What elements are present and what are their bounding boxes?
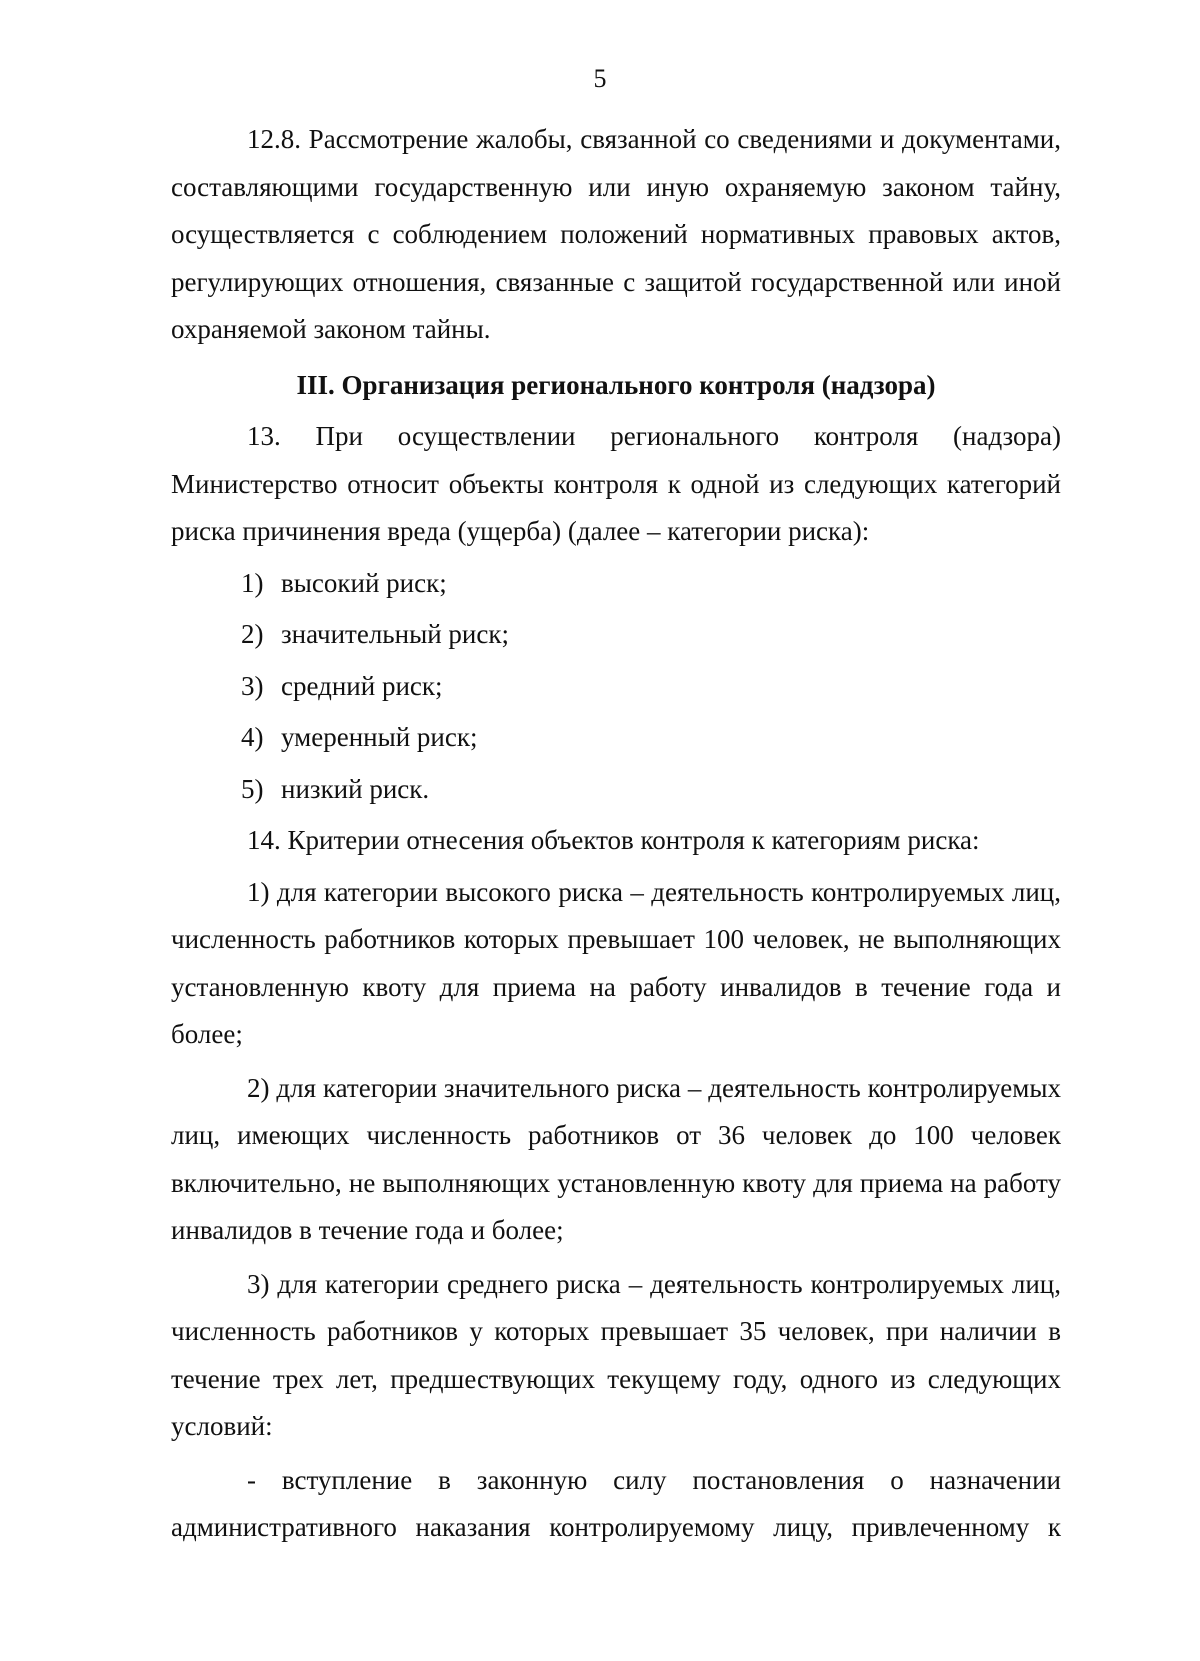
list-item [171, 611, 1061, 659]
criterion-bullet: - вступление в законную силу постановления о назначении административного наказания контролируемому лицу, привлеченному к [171, 1464, 1061, 1542]
list-item-text: средний риск; [281, 670, 443, 701]
criterion-significant-risk: 2) для категории значительного риска – деятельность контролируемых лиц, имеющих численность работников от 36 человек до 100 человек включительно, не выполняющих установленную квоту для приема на работу инвалидов в течение года и более; [171, 1072, 1061, 1245]
list-item-text: низкий риск. [281, 773, 430, 804]
list-item-number: 5) [241, 773, 264, 804]
criterion-high-risk: 1) для категории высокого риска – деятельность контролируемых лиц, численность работников которых превышает 100 человек, не выполняющих установленную квоту для приема на работу инвалидов в течение года и более; [171, 876, 1061, 1049]
criterion-medium-risk: 3) для категории среднего риска – деятельность контролируемых лиц, численность работников у которых превышает 35 человек, при наличии в течение трех лет, предшествующих текущему году, одного из следующих условий: [171, 1268, 1061, 1441]
paragraph-14: 14. Критерии отнесения объектов контроля к категориям риска: [247, 825, 980, 855]
page-number: 5 [593, 64, 607, 93]
paragraph-13: 13. При осуществлении регионального контроля (надзора) Министерство относит объекты контроля к одной из следующих категорий риска причинения вреда (ущерба) (далее – категории риска): [171, 421, 1061, 546]
list-item [171, 714, 1061, 762]
list-item-text: значительный риск; [281, 619, 509, 649]
list-item-number: 1) [241, 567, 264, 598]
list-item-text: умеренный риск; [281, 722, 478, 752]
paragraph-12-8: 12.8. Рассмотрение жалобы, связанной со сведениями и документами, составляющими государственную или иную охраняемую законом тайну, осуществляется с соблюдением положений нормативных правовых актов, регулирующих отношения, связанные с защитой государственной или иной охраняемой законом тайны. [171, 124, 1061, 344]
list-item [171, 560, 1061, 608]
list-item-number: 3) [241, 670, 264, 701]
list-item-number: 2) [241, 619, 264, 649]
section-heading: III. Организация регионального контроля (надзора) [296, 369, 936, 400]
list-item [171, 663, 1061, 711]
list-item [171, 766, 1061, 814]
list-item-text: высокий риск; [281, 567, 447, 598]
risk-category-list [171, 560, 1061, 814]
document-body [171, 116, 1061, 1552]
list-item-number: 4) [241, 722, 264, 752]
